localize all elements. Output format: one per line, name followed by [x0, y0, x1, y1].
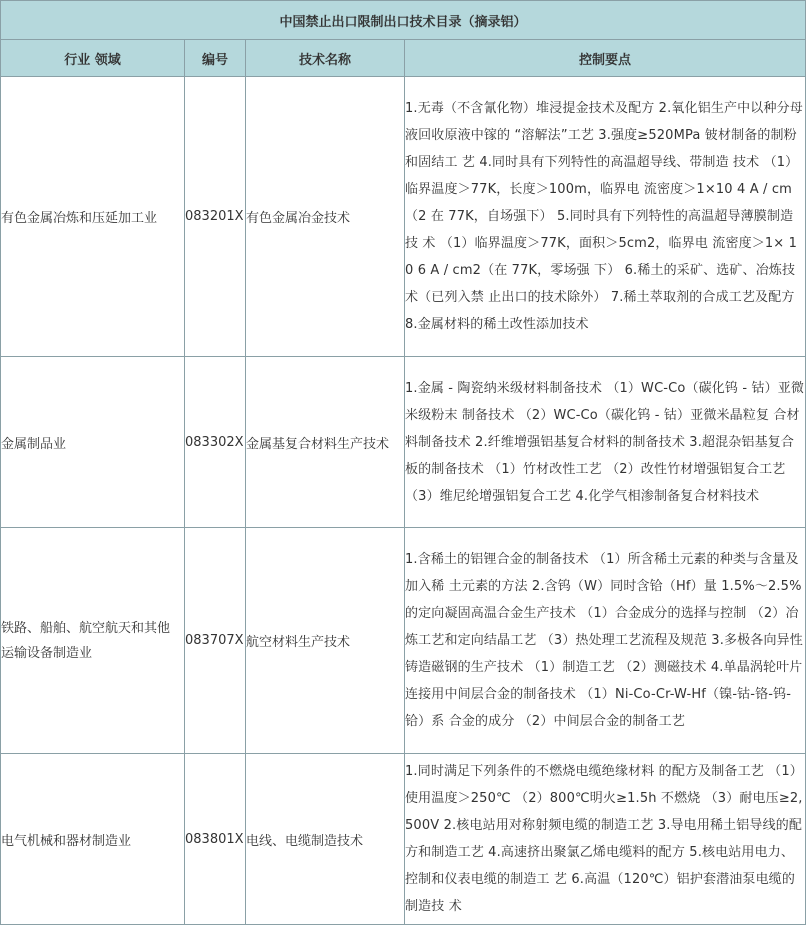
tech-name-cell: 有色金属冶金技术: [246, 77, 405, 357]
table-row: [1, 77, 806, 357]
table-row: [1, 357, 806, 528]
industry-cell: 铁路、船舶、航空航天和其他运输设备制造业: [1, 528, 185, 754]
control-points-cell: 1.金属 - 陶瓷纳米级材料制备技术 （1）WC-Co（碳化钨 - 钴）亚微米级粉末 制备技术 （2）WC-Co（碳化钨 - 钴）亚微米晶粒复 合材料制备技术 2.纤维增强铝基复合材料的制备技术 3.超混杂铝基复合板的制备技术 （1）竹材改性工艺 （2）改性竹材增强铝复合工艺 （3）维尼纶增强铝复合工艺 4.化学气相渗制备复合材料技术: [405, 357, 806, 528]
industry-cell: 有色金属冶炼和压延加工业: [1, 77, 185, 357]
table-row: [1, 754, 806, 925]
table-title: 中国禁止出口限制出口技术目录（摘录铝）: [1, 1, 806, 40]
control-points-cell: 1.含稀土的铝锂合金的制备技术 （1）所含稀土元素的种类与含量及加入稀 土元素的方法 2.含钨（W）同时含铪（Hf）量 1.5%～2.5% 的定向凝固高温合金生产技术 （1）合金成分的选择与控制 （2）冶炼工艺和定向结晶工艺 （3）热处理工艺流程及规范 3.多极各向异性铸造磁钢的生产技术 （1）制造工艺 （2）测磁技术 4.单晶涡轮叶片连接用中间层合金的制备技术 （1）Ni-Co-Cr-W-Hf（镍-钴-铬-钨-铪）系 合金的成分 （2）中间层合金的制备工艺: [405, 528, 806, 754]
code-cell: 083801X: [185, 754, 246, 925]
table-header-row: [1, 40, 806, 77]
header-points: 控制要点: [405, 40, 806, 77]
table-row: [1, 528, 806, 754]
header-industry: 行业 领域: [1, 40, 185, 77]
control-points-cell: 1.无毒（不含氰化物）堆浸提金技术及配方 2.氧化铝生产中以种分母液回收原液中镓的 “溶解法”工艺 3.强度≥520MPa 铍材制备的制粉和固结工 艺 4.同时具有下列特性的高温超导线、带制造 技术 （1）临界温度＞77K，长度＞100m，临界电 流密度＞1×10 4 A / cm（2 在 77K，自场强下） 5.同时具有下列特性的高温超导薄膜制造技 术 （1）临界温度＞77K，面积＞5cm2，临界电 流密度＞1× 10 6 A / cm2（在 77K，零场强 下） 6.稀土的采矿、选矿、冶炼技术（已列入禁 止出口的技术除外） 7.稀土萃取剂的合成工艺及配方 8.金属材料的稀土改性添加技术: [405, 77, 806, 357]
code-cell: 083707X: [185, 528, 246, 754]
header-name: 技术名称: [246, 40, 405, 77]
control-points-cell: 1.同时满足下列条件的不燃烧电缆绝缘材料 的配方及制备工艺 （1）使用温度＞250℃ （2）800℃明火≥1.5h 不燃烧 （3）耐电压≥2,500V 2.核电站用对称射频电缆的制造工艺 3.导电用稀土铝导线的配方和制造工艺 4.高速挤出聚氯乙烯电缆料的配方 5.核电站用电力、控制和仪表电缆的制造工 艺 6.高温（120℃）铝护套潜油泵电缆的制造技 术: [405, 754, 806, 925]
code-cell: 083201X: [185, 77, 246, 357]
industry-cell: 金属制品业: [1, 357, 185, 528]
tech-name-cell: 航空材料生产技术: [246, 528, 405, 754]
industry-cell: 电气机械和器材制造业: [1, 754, 185, 925]
tech-name-cell: 金属基复合材料生产技术: [246, 357, 405, 528]
code-cell: 083302X: [185, 357, 246, 528]
tech-name-cell: 电线、电缆制造技术: [246, 754, 405, 925]
header-code: 编号: [185, 40, 246, 77]
table-title-row: [1, 1, 806, 40]
